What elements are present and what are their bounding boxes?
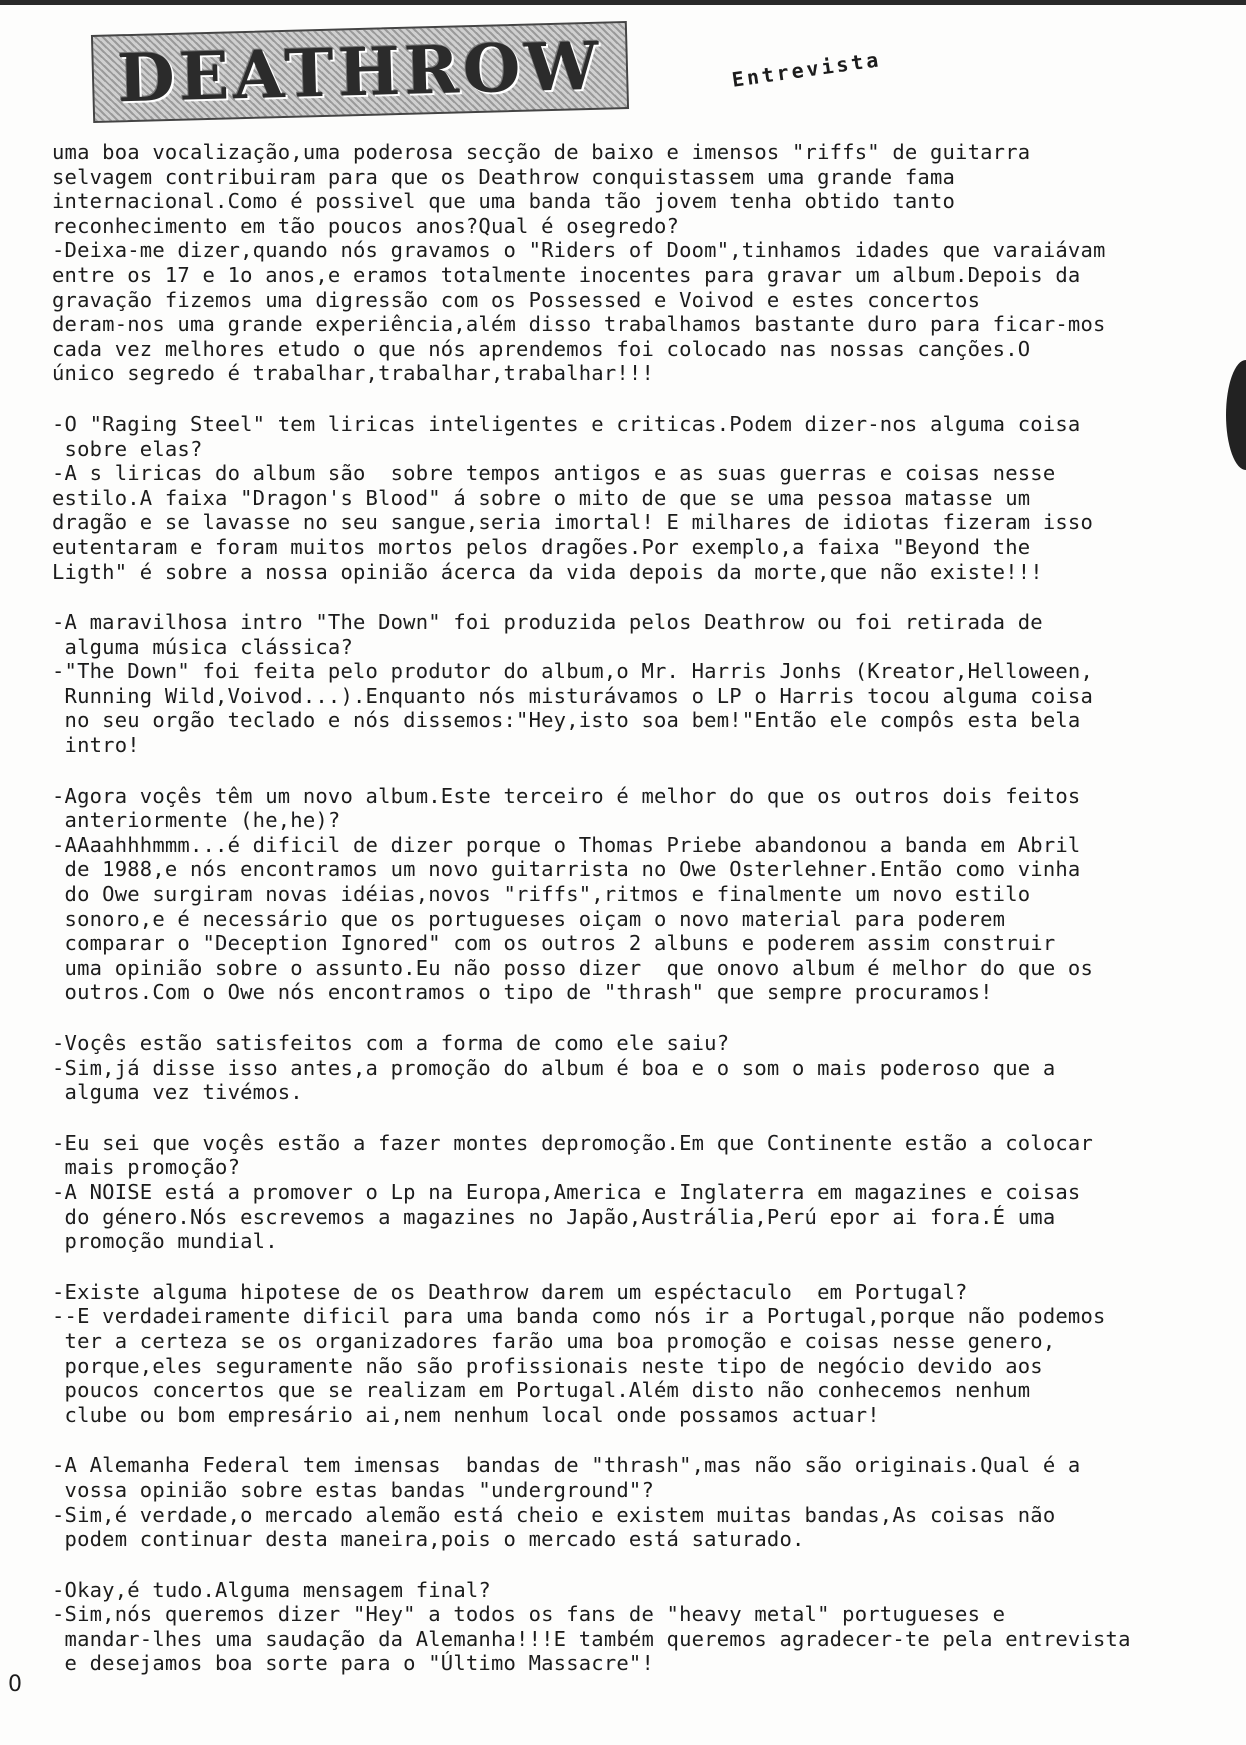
logo-text: DEATHROW	[116, 26, 604, 118]
section-tag: Entrevista	[730, 47, 883, 92]
text-line: -Existe alguma hipotese de os Deathrow darem um espéctaculo em Portugal?	[52, 1279, 968, 1304]
text-line: promoção mundial.	[52, 1229, 278, 1254]
paragraph-gap	[52, 1552, 1202, 1578]
margin-blot	[1226, 360, 1246, 470]
text-line: único segredo é trabalhar,trabalhar,trabalhar!!!	[52, 361, 655, 386]
interview-paragraph	[52, 1578, 1202, 1676]
text-line: -O "Raging Steel" tem liricas inteligentes e criticas.Podem dizer-nos alguma coisa	[52, 411, 1081, 436]
text-line: comparar o "Deception Ignored" com os outros 2 albuns e poderem assim construir	[52, 931, 1056, 956]
text-line: alguma música clássica?	[52, 634, 354, 659]
text-line: mandar-lhes uma saudação da Alemanha!!!E também queremos agradecer-te pela entrevista	[52, 1626, 1131, 1651]
interview-paragraph	[52, 784, 1202, 1005]
text-line: --E verdadeiramente dificil para uma banda como nós ir a Portugal,porque não podemos	[52, 1304, 1106, 1329]
text-line: -Agora voçês têm um novo album.Este terceiro é melhor do que os outros dois feitos	[52, 783, 1081, 808]
text-line: -Okay,é tudo.Alguma mensagem final?	[52, 1577, 491, 1602]
text-line: -Sim,nós queremos dizer "Hey" a todos os fans de "heavy metal" portugueses e	[52, 1602, 1006, 1627]
text-line: do Owe surgiram novas idéias,novos "riffs",ritmos e finalmente um novo estilo	[52, 882, 1031, 907]
paragraph-gap	[52, 1105, 1202, 1131]
text-line: estilo.A faixa "Dragon's Blood" á sobre o mito de que se uma pessoa matasse um	[52, 485, 1031, 510]
text-line: -A s liricas do album são sobre tempos antigos e as suas guerras e coisas nesse	[52, 461, 1056, 486]
interview-paragraph	[52, 1131, 1202, 1254]
text-line: podem continuar desta maneira,pois o mercado está saturado.	[52, 1527, 805, 1552]
text-line: -"The Down" foi feita pelo produtor do album,o Mr. Harris Jonhs (Kreator,Helloween,	[52, 659, 1093, 684]
text-line: vossa opinião sobre estas bandas "underground"?	[52, 1477, 655, 1502]
text-line: Ligth" é sobre a nossa opinião ácerca da vida depois da morte,que não existe!!!	[52, 559, 1043, 584]
text-line: reconhecimento em tão poucos anos?Qual é osegredo?	[52, 213, 680, 238]
text-line: -A NOISE está a promover o Lp na Europa,America e Inglaterra em magazines e coisas	[52, 1179, 1081, 1204]
text-line: dragão e se lavasse no seu sangue,seria imortal! E milhares de idiotas fizeram isso	[52, 510, 1093, 535]
text-line: selvagem contribuiram para que os Deathrow conquistassem uma grande fama	[52, 164, 956, 189]
text-line: Running Wild,Voivod...).Enquanto nós misturávamos o LP o Harris tocou alguma coisa	[52, 683, 1093, 708]
text-line: -Eu sei que voçês estão a fazer montes depromoção.Em que Continente estão a colocar	[52, 1130, 1093, 1155]
interview-paragraph	[52, 1453, 1202, 1551]
text-line: ter a certeza se os organizadores farão uma boa promoção e coisas nesse genero,	[52, 1328, 1056, 1353]
text-line: de 1988,e nós encontramos um novo guitarrista no Owe Osterlehner.Então como vinha	[52, 857, 1081, 882]
interview-text	[52, 140, 1202, 1676]
text-line: intro!	[52, 733, 140, 758]
text-line: entre os 17 e 1o anos,e eramos totalmente inocentes para gravar um album.Depois da	[52, 262, 1081, 287]
text-line: -AAaahhhmmm...é dificil de dizer porque o Thomas Priebe abandonou a banda em Abril	[52, 832, 1081, 857]
text-line: internacional.Como é possivel que uma banda tão jovem tenha obtido tanto	[52, 189, 956, 214]
paragraph-gap	[52, 1005, 1202, 1031]
text-line: alguma vez tivémos.	[52, 1080, 303, 1105]
deathrow-logo	[91, 21, 629, 123]
text-line: outros.Com o Owe nós encontramos o tipo de "thrash" que sempre procuramos!	[52, 980, 993, 1005]
paragraph-gap	[52, 584, 1202, 610]
page-number: 0	[8, 1672, 22, 1697]
top-edge	[0, 0, 1246, 5]
text-line: no seu orgão teclado e nós dissemos:"Hey,isto soa bem!"Então ele compôs esta bela	[52, 708, 1081, 733]
text-line: mais promoção?	[52, 1155, 241, 1180]
text-line: sonoro,e é necessário que os portugueses oiçam o novo material para poderem	[52, 906, 1006, 931]
text-line: -Sim,já disse isso antes,a promoção do album é boa e o som o mais poderoso que a	[52, 1055, 1056, 1080]
paragraph-gap	[52, 386, 1202, 412]
text-line: e desejamos boa sorte para o "Último Massacre"!	[52, 1651, 655, 1676]
text-line: -Deixa-me dizer,quando nós gravamos o "Riders of Doom",tinhamos idades que varaiávam	[52, 238, 1106, 263]
paragraph-gap	[52, 1427, 1202, 1453]
text-line: -A maravilhosa intro "The Down" foi produzida pelos Deathrow ou foi retirada de	[52, 610, 1043, 635]
text-line: eutentaram e foram muitos mortos pelos dragões.Por exemplo,a faixa "Beyond the	[52, 534, 1031, 559]
text-line: porque,eles seguramente não são profissionais neste tipo de negócio devido aos	[52, 1353, 1043, 1378]
text-line: do género.Nós escrevemos a magazines no Japão,Austrália,Perú epor ai fora.É uma	[52, 1204, 1056, 1229]
text-line: poucos concertos que se realizam em Portugal.Além disto não conhecemos nenhum	[52, 1378, 1031, 1403]
paragraph-gap	[52, 758, 1202, 784]
text-line: -A Alemanha Federal tem imensas bandas de "thrash",mas não são originais.Qual é a	[52, 1453, 1081, 1478]
text-line: uma opinião sobre o assunto.Eu não posso dizer que onovo album é melhor do que os	[52, 955, 1093, 980]
paragraph-gap	[52, 1254, 1202, 1280]
text-line: sobre elas?	[52, 436, 203, 461]
interview-paragraph	[52, 610, 1202, 758]
text-line: deram-nos uma grande experiência,além disso trabalhamos bastante duro para ficar-mos	[52, 312, 1106, 337]
interview-paragraph	[52, 1280, 1202, 1428]
interview-paragraph	[52, 412, 1202, 584]
text-line: -Voçês estão satisfeitos com a forma de como ele saiu?	[52, 1031, 730, 1055]
text-line: uma boa vocalização,uma poderosa secção de baixo e imensos "riffs" de guitarra	[52, 140, 1031, 164]
text-line: cada vez melhores etudo o que nós aprendemos foi colocado nas nossas canções.O	[52, 336, 1031, 361]
text-line: clube ou bom empresário ai,nem nenhum local onde possamos actuar!	[52, 1402, 880, 1427]
text-line: gravação fizemos uma digressão com os Possessed e Voivod e estes concertos	[52, 287, 981, 312]
interview-paragraph	[52, 140, 1202, 386]
interview-paragraph	[52, 1031, 1202, 1105]
text-line: -Sim,é verdade,o mercado alemão está cheio e existem muitas bandas,As coisas não	[52, 1502, 1056, 1527]
text-line: anteriormente (he,he)?	[52, 808, 341, 833]
